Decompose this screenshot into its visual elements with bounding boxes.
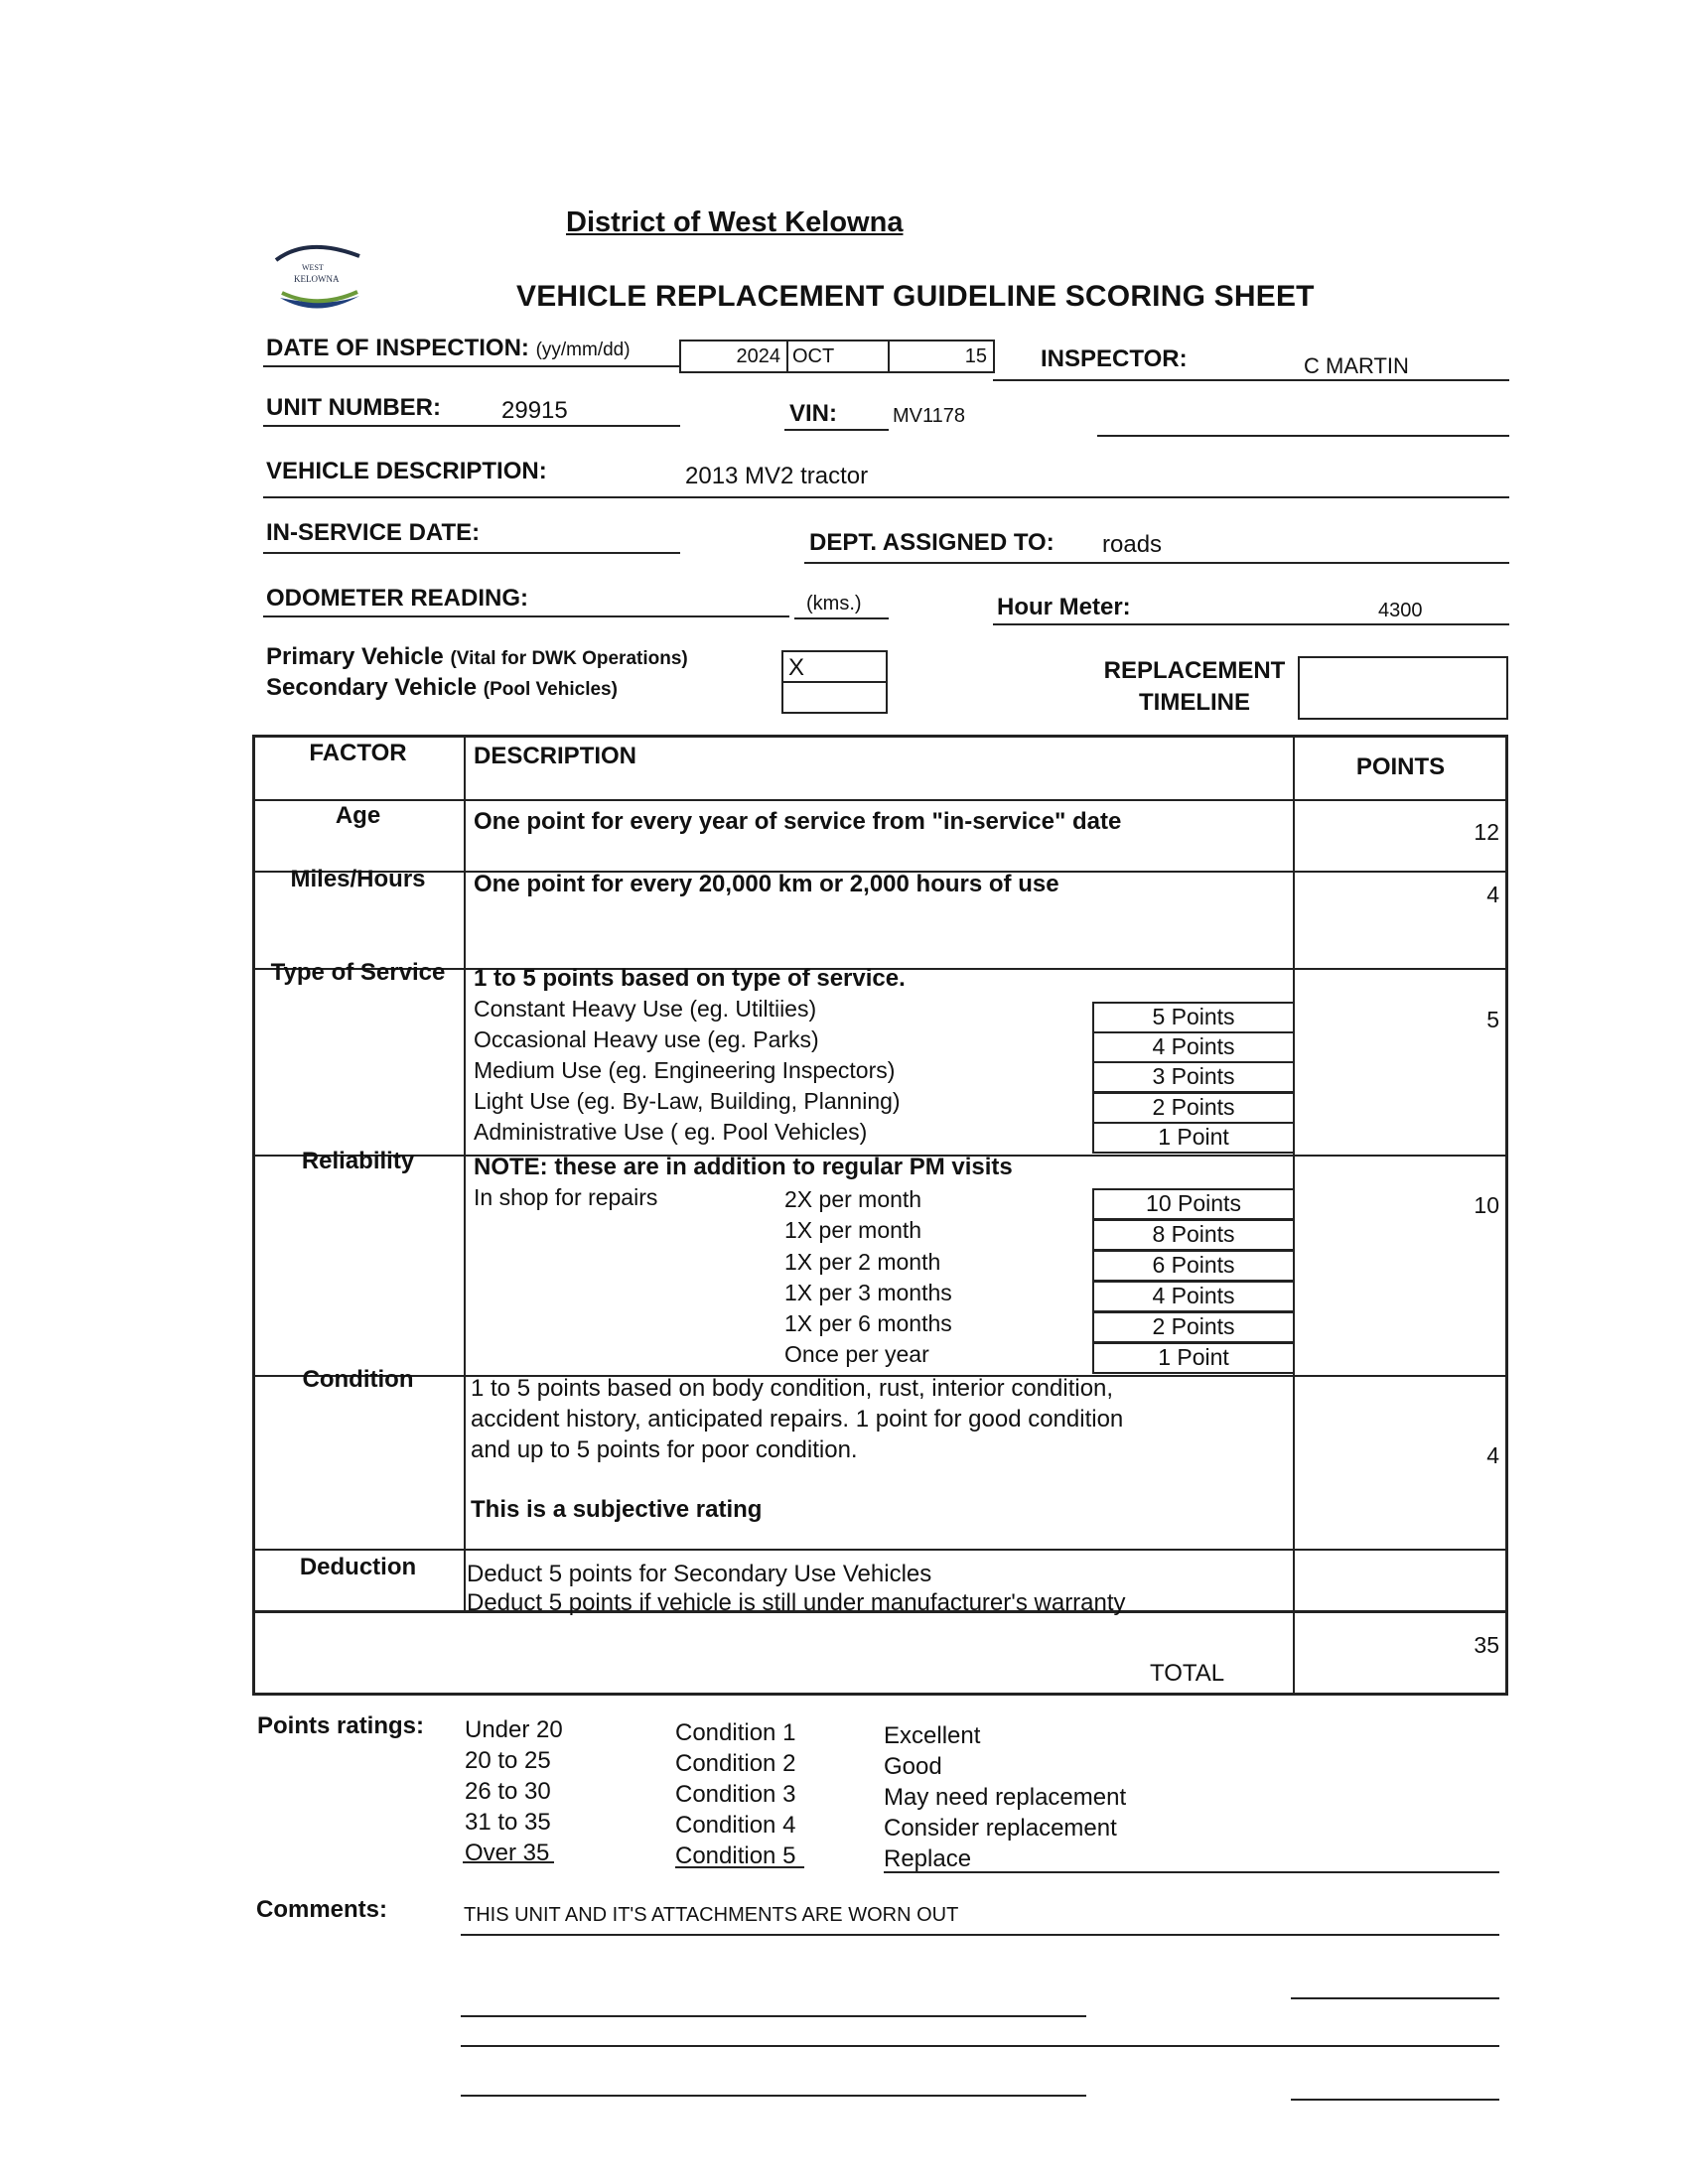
reliability-freq-4: 1X per 3 months (784, 1280, 952, 1305)
rating-range-4: 31 to 35 (465, 1809, 551, 1836)
reliability-freq-2: 1X per month (784, 1217, 922, 1243)
reliability-freq-5: 1X per 6 months (784, 1310, 952, 1336)
primary-note: (Vital for DWK Operations) (450, 648, 688, 669)
date-month: OCT (792, 345, 835, 367)
comments-text[interactable]: THIS UNIT AND IT'S ATTACHMENTS ARE WORN OUT (464, 1904, 959, 1926)
reliability-points-box-3: 6 Points (1092, 1250, 1295, 1282)
secondary-checkbox[interactable] (781, 681, 888, 714)
comment-line-2 (461, 2015, 1086, 2017)
rating-condition-1: Condition 1 (675, 1719, 796, 1746)
ratings-ranges (465, 1714, 563, 1868)
service-points-box-2: 4 Points (1092, 1031, 1295, 1063)
condition-note-text: This is a subjective rating (471, 1496, 763, 1523)
rating-condition-5: Condition 5 (675, 1843, 796, 1869)
rating-range-2: 20 to 25 (465, 1747, 551, 1774)
odometer-label: ODOMETER READING: (266, 585, 528, 612)
age-points[interactable]: 12 (1474, 819, 1499, 845)
vin-value: MV1178 (893, 405, 966, 427)
rating-condition-2: Condition 2 (675, 1750, 796, 1777)
date-day-box[interactable] (888, 340, 995, 373)
replacement-label (1100, 655, 1289, 719)
condition-line-2: accident history, anticipated repairs. 1 point for good condition (471, 1406, 1124, 1433)
rating-meaning-3: May need replacement (884, 1784, 1127, 1811)
rating-meaning-1: Excellent (884, 1722, 981, 1749)
age-desc-text: One point for every year of service from "in-service" date (474, 808, 1122, 835)
odometer-unit: (kms.) (806, 593, 862, 614)
service-points-box-4: 2 Points (1092, 1092, 1295, 1124)
hour-meter-label: Hour Meter: (997, 594, 1131, 620)
description-value: 2013 MV2 tractor (685, 463, 869, 489)
factor-type-of-service: Type of Service (270, 959, 446, 986)
reliability-heading (474, 1152, 1013, 1182)
rating-meaning-2: Good (884, 1753, 942, 1780)
rating-range-1: Under 20 (465, 1716, 563, 1743)
description-label: VEHICLE DESCRIPTION: (266, 458, 547, 484)
date-label-text: DATE OF INSPECTION: (266, 335, 529, 361)
condition-line-3: and up to 5 points for poor condition. (471, 1436, 858, 1463)
ratings-meanings (884, 1720, 1126, 1874)
miles-description (474, 869, 1059, 899)
primary-label (266, 643, 688, 671)
reliability-freq-3: 1X per 2 month (784, 1249, 941, 1275)
reliability-heading-text: NOTE: these are in addition to regular PM visits (474, 1154, 1013, 1180)
secondary-note: (Pool Vehicles) (483, 679, 618, 700)
secondary-label (266, 674, 618, 702)
date-year: 2024 (736, 345, 780, 367)
service-points-box-1: 5 Points (1092, 1002, 1295, 1033)
rating-condition-3: Condition 3 (675, 1781, 796, 1808)
in-service-field (263, 552, 680, 554)
reliability-points-box-6: 1 Point (1092, 1342, 1295, 1374)
reliability-points-box-4: 4 Points (1092, 1281, 1295, 1312)
ratings-conditions (675, 1717, 795, 1871)
rating-range-5: Over 35 (465, 1840, 550, 1866)
unit-label: UNIT NUMBER: (266, 394, 441, 421)
ratings-label: Points ratings: (257, 1712, 425, 1739)
condition-note (471, 1494, 762, 1525)
comment-line-5 (461, 2095, 1086, 2097)
inspector-value: C MARTIN (1304, 353, 1409, 378)
condition-points[interactable]: 4 (1486, 1442, 1499, 1468)
col-points-header: POINTS (1355, 753, 1446, 780)
service-option-5: Administrative Use ( eg. Pool Vehicles) (474, 1119, 868, 1145)
service-points-box-5: 1 Point (1092, 1122, 1295, 1154)
service-points[interactable]: 5 (1486, 1007, 1499, 1032)
service-option-4: Light Use (eg. By-Law, Building, Planning) (474, 1088, 901, 1114)
reliability-points-box-1: 10 Points (1092, 1188, 1295, 1220)
rating-meaning-4: Consider replacement (884, 1815, 1117, 1842)
secondary-label-text: Secondary Vehicle (266, 674, 478, 701)
reliability-points[interactable]: 10 (1474, 1192, 1499, 1218)
comment-line-1 (461, 1934, 1499, 1936)
service-heading (474, 963, 906, 994)
service-points-box-3: 3 Points (1092, 1061, 1295, 1093)
miles-desc-text: One point for every 20,000 km or 2,000 hours of use (474, 871, 1059, 897)
date-format: (yy/mm/dd) (535, 340, 631, 360)
in-service-label: IN-SERVICE DATE: (266, 519, 481, 546)
org-title: District of West Kelowna (566, 206, 904, 238)
miles-points[interactable]: 4 (1486, 882, 1499, 907)
comment-line-3 (1291, 1997, 1499, 1999)
reliability-freq-1: 2X per month (784, 1186, 922, 1212)
comments-label: Comments: (256, 1896, 388, 1923)
dept-label: DEPT. ASSIGNED TO: (809, 529, 1055, 556)
service-option-1: Constant Heavy Use (eg. Utiltiies) (474, 996, 817, 1022)
odometer-field (263, 615, 789, 617)
col-description-header: DESCRIPTION (474, 743, 637, 769)
reliability-points-box-5: 2 Points (1092, 1311, 1295, 1343)
replacement-timeline-box[interactable] (1298, 656, 1508, 720)
factor-age: Age (335, 802, 381, 829)
deduction-line-2: Deduct 5 points if vehicle is still under manufacturer's warranty (467, 1589, 1126, 1616)
service-heading-text: 1 to 5 points based on type of service. (474, 965, 906, 992)
logo-text-top: WEST (302, 263, 324, 272)
total-points[interactable]: 35 (1474, 1632, 1499, 1658)
inspector-label: INSPECTOR: (1041, 345, 1188, 372)
rating-meaning-5: Replace (884, 1845, 972, 1872)
primary-checkbox[interactable] (781, 650, 888, 683)
date-label (266, 335, 631, 362)
reliability-points-box-2: 8 Points (1092, 1219, 1295, 1251)
hour-meter-value: 4300 (1378, 600, 1423, 621)
sheet-title: VEHICLE REPLACEMENT GUIDELINE SCORING SHEET (516, 280, 1315, 313)
total-label: TOTAL (1150, 1660, 1225, 1687)
rating-condition-4: Condition 4 (675, 1812, 796, 1839)
deduction-line-1: Deduct 5 points for Secondary Use Vehicles (467, 1561, 932, 1587)
comment-line-6 (1291, 2099, 1499, 2101)
logo-icon (268, 238, 367, 318)
logo-text-bottom: KELOWNA (294, 274, 340, 284)
unit-value: 29915 (501, 397, 568, 424)
reliability-sublabel: In shop for repairs (474, 1184, 658, 1210)
logo (268, 238, 367, 318)
primary-label-text: Primary Vehicle (266, 643, 444, 670)
replacement-label-1: REPLACEMENT (1103, 657, 1286, 684)
factor-miles-hours: Miles/Hours (290, 866, 426, 892)
condition-line-1: 1 to 5 points based on body condition, rust, interior condition, (471, 1375, 1114, 1402)
age-description (474, 806, 1121, 837)
factor-condition: Condition (302, 1366, 414, 1393)
col-factor-header: FACTOR (309, 740, 407, 766)
service-option-3: Medium Use (eg. Engineering Inspectors) (474, 1057, 896, 1083)
factor-reliability: Reliability (301, 1148, 415, 1174)
primary-mark: X (788, 654, 805, 681)
vin-extra-line (1097, 435, 1509, 437)
date-day: 15 (964, 345, 987, 367)
factor-deduction: Deduction (299, 1554, 417, 1580)
comment-line-4 (461, 2045, 1499, 2047)
date-month-box[interactable] (786, 340, 890, 373)
dept-value: roads (1102, 531, 1163, 558)
service-option-2: Occasional Heavy use (eg. Parks) (474, 1026, 819, 1052)
rating-range-3: 26 to 30 (465, 1778, 551, 1805)
reliability-freq-6: Once per year (784, 1341, 929, 1367)
vin-label: VIN: (789, 400, 837, 427)
date-year-box[interactable] (679, 340, 788, 373)
replacement-label-2: TIMELINE (1139, 689, 1250, 716)
